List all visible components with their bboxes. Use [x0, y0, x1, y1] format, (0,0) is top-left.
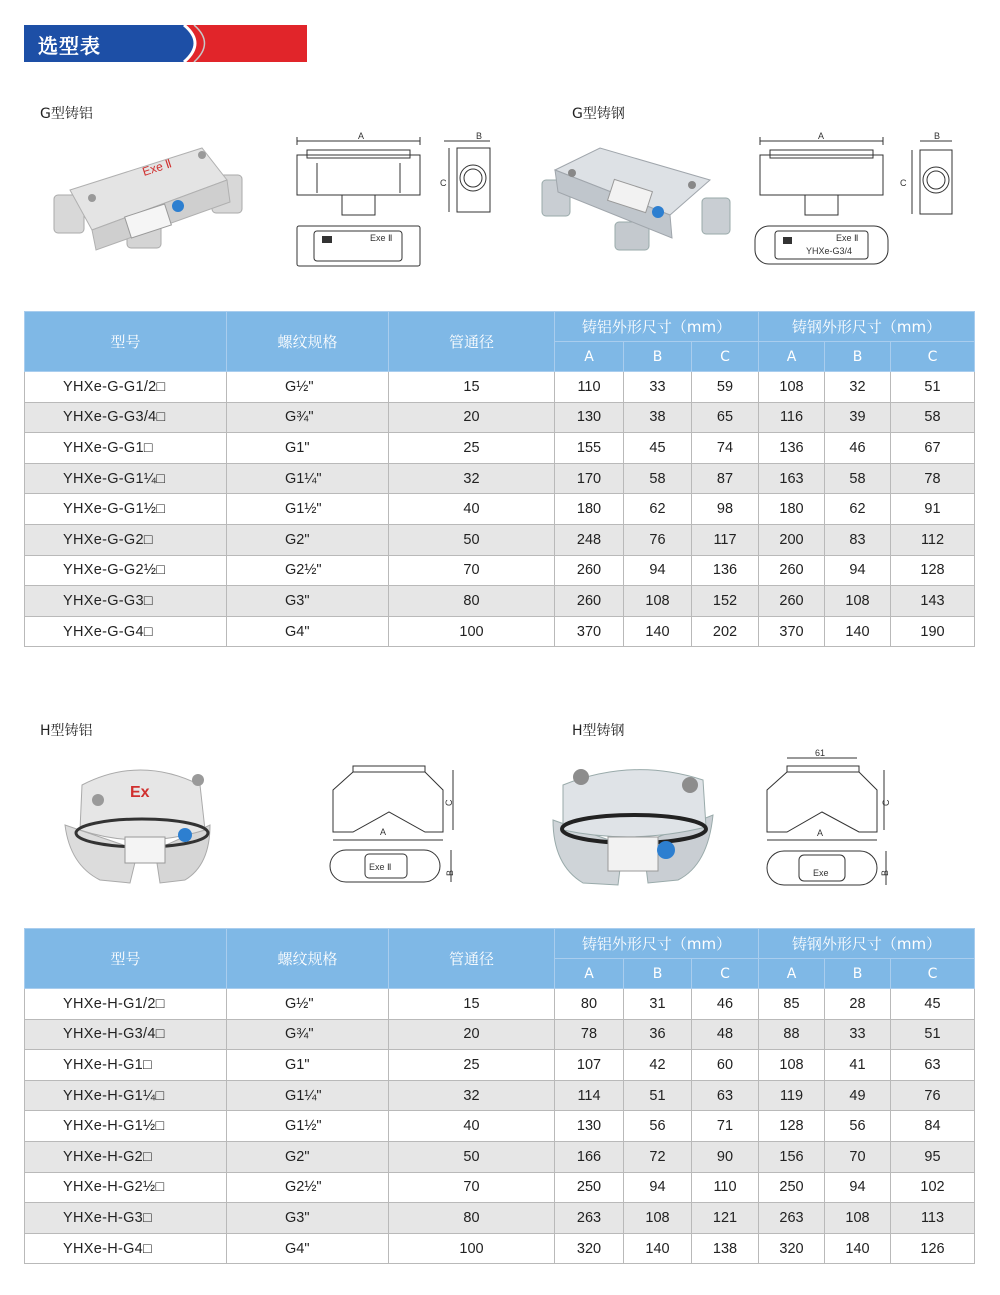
h-cell-al-c: 48 [692, 1019, 759, 1050]
h-cell-model: YHXe-H-G1□ [25, 1050, 227, 1081]
h-cell-thread: G4" [227, 1233, 389, 1264]
g-cell-st-c: 143 [891, 586, 975, 617]
h-aluminum-product-photo [60, 755, 225, 890]
h-table-row [25, 1050, 975, 1081]
g-cell-thread: G2½" [227, 555, 389, 586]
h-cell-model: YHXe-H-G1½□ [25, 1111, 227, 1142]
g-col-thread: 螺纹规格 [227, 312, 389, 372]
g-st-dim-c: C [900, 178, 907, 188]
g-cell-al-b: 94 [624, 555, 692, 586]
h-cell-st-b: 41 [825, 1050, 891, 1081]
h-cell-al-b: 72 [624, 1141, 692, 1172]
h-cell-model: YHXe-H-G3/4□ [25, 1019, 227, 1050]
h-cell-al-b: 36 [624, 1019, 692, 1050]
h-cell-al-b: 94 [624, 1172, 692, 1203]
h-sub-b-al: B [624, 959, 692, 989]
h-cell-al-c: 110 [692, 1172, 759, 1203]
g-table-row [25, 555, 975, 586]
h-cell-st-b: 140 [825, 1233, 891, 1264]
g-cell-st-c: 51 [891, 372, 975, 403]
caption-g-steel: G型铸钢 [572, 106, 625, 122]
h-aluminum-technical-drawing [325, 760, 465, 890]
h-cell-st-a: 88 [759, 1019, 825, 1050]
h-cell-bore: 20 [389, 1019, 555, 1050]
g-aluminum-technical-drawing [292, 128, 512, 273]
g-cell-bore: 40 [389, 494, 555, 525]
h-cell-st-c: 113 [891, 1203, 975, 1234]
g-cell-st-a: 180 [759, 494, 825, 525]
h-cell-st-c: 84 [891, 1111, 975, 1142]
h-cell-st-b: 70 [825, 1141, 891, 1172]
g-cell-bore: 50 [389, 524, 555, 555]
h-al-dim-c: C [444, 799, 454, 806]
h-cell-al-a: 250 [555, 1172, 624, 1203]
h-cell-al-a: 80 [555, 989, 624, 1020]
h-st-dim-61: 61 [815, 748, 826, 758]
g-cell-al-b: 33 [624, 372, 692, 403]
g-cell-model: YHXe-G-G2½□ [25, 555, 227, 586]
g-cell-al-c: 202 [692, 616, 759, 647]
h-table-row [25, 1172, 975, 1203]
g-cell-st-a: 370 [759, 616, 825, 647]
g-cell-bore: 80 [389, 586, 555, 617]
h-al-dim-a: A [380, 827, 387, 837]
g-cell-st-c: 78 [891, 463, 975, 494]
h-cell-model: YHXe-H-G2□ [25, 1141, 227, 1172]
h-cell-al-c: 71 [692, 1111, 759, 1142]
g-cell-st-b: 32 [825, 372, 891, 403]
g-cell-bore: 20 [389, 402, 555, 433]
h-cell-st-b: 49 [825, 1080, 891, 1111]
h-cell-al-c: 60 [692, 1050, 759, 1081]
g-cell-st-b: 140 [825, 616, 891, 647]
g-cell-bore: 32 [389, 463, 555, 494]
h-spec-table [24, 928, 975, 1264]
g-cell-al-b: 45 [624, 433, 692, 464]
g-cell-st-c: 128 [891, 555, 975, 586]
h-sub-b-st: B [825, 959, 891, 989]
h-col-bore: 管通径 [389, 929, 555, 989]
h-cell-st-a: 119 [759, 1080, 825, 1111]
g-cell-model: YHXe-G-G2□ [25, 524, 227, 555]
g-table-row [25, 402, 975, 433]
g-table-row [25, 494, 975, 525]
h-cell-al-a: 114 [555, 1080, 624, 1111]
h-cell-st-c: 76 [891, 1080, 975, 1111]
h-cell-bore: 15 [389, 989, 555, 1020]
g-al-dim-a: A [358, 131, 365, 141]
h-cell-al-b: 31 [624, 989, 692, 1020]
g-col-group-aluminum: 铸铝外形尺寸（mm） [555, 312, 759, 342]
h-table-row [25, 1019, 975, 1050]
h-steel-technical-drawing [762, 748, 902, 890]
g-cell-st-a: 260 [759, 586, 825, 617]
g-cell-st-b: 83 [825, 524, 891, 555]
caption-h-aluminum: H型铸铝 [40, 723, 93, 739]
g-cell-al-b: 108 [624, 586, 692, 617]
h-col-group-steel: 铸钢外形尺寸（mm） [759, 929, 975, 959]
h-cell-al-a: 320 [555, 1233, 624, 1264]
h-cell-bore: 80 [389, 1203, 555, 1234]
g-cell-al-b: 58 [624, 463, 692, 494]
h-cell-al-b: 108 [624, 1203, 692, 1234]
h-cell-st-c: 51 [891, 1019, 975, 1050]
g-cell-al-a: 170 [555, 463, 624, 494]
h-cell-st-a: 156 [759, 1141, 825, 1172]
h-cell-thread: G1" [227, 1050, 389, 1081]
h-cell-thread: G3" [227, 1203, 389, 1234]
g-cell-model: YHXe-G-G3/4□ [25, 402, 227, 433]
h-cell-bore: 25 [389, 1050, 555, 1081]
g-aluminum-product-photo [52, 140, 247, 255]
g-sub-a-al: A [555, 342, 624, 372]
h-cell-thread: G1½" [227, 1111, 389, 1142]
g-cell-al-a: 130 [555, 402, 624, 433]
h-st-plate-text: Exe [813, 868, 829, 878]
h-st-dim-b: B [880, 869, 890, 876]
g-cell-al-c: 152 [692, 586, 759, 617]
g-cell-al-b: 76 [624, 524, 692, 555]
g-cell-thread: G3" [227, 586, 389, 617]
g-cell-st-b: 39 [825, 402, 891, 433]
h-cell-al-c: 138 [692, 1233, 759, 1264]
h-cell-st-a: 320 [759, 1233, 825, 1264]
h-table-row [25, 1233, 975, 1264]
h-al-plate-text: Exe Ⅱ [369, 862, 392, 872]
h-cell-al-c: 90 [692, 1141, 759, 1172]
g-cell-al-c: 98 [692, 494, 759, 525]
g-sub-c-st: C [891, 342, 975, 372]
g-cell-al-b: 140 [624, 616, 692, 647]
g-cell-al-c: 59 [692, 372, 759, 403]
h-sub-c-al: C [692, 959, 759, 989]
g-cell-thread: G¾" [227, 402, 389, 433]
h-cell-model: YHXe-H-G1/2□ [25, 989, 227, 1020]
g-cell-model: YHXe-G-G1¼□ [25, 463, 227, 494]
g-col-bore: 管通径 [389, 312, 555, 372]
g-col-group-steel: 铸钢外形尺寸（mm） [759, 312, 975, 342]
g-cell-al-a: 248 [555, 524, 624, 555]
h-cell-thread: G½" [227, 989, 389, 1020]
h-cell-st-a: 85 [759, 989, 825, 1020]
g-cell-al-c: 65 [692, 402, 759, 433]
g-sub-a-st: A [759, 342, 825, 372]
h-sub-a-al: A [555, 959, 624, 989]
h-cell-al-b: 42 [624, 1050, 692, 1081]
h-cell-st-a: 128 [759, 1111, 825, 1142]
g-al-dim-c: C [440, 178, 447, 188]
g-cell-model: YHXe-G-G4□ [25, 616, 227, 647]
g-cell-st-a: 200 [759, 524, 825, 555]
h-cell-st-c: 126 [891, 1233, 975, 1264]
h-cell-st-c: 102 [891, 1172, 975, 1203]
h-cell-thread: G2" [227, 1141, 389, 1172]
g-st-plate-text: Exe Ⅱ [836, 233, 859, 243]
h-cell-st-b: 94 [825, 1172, 891, 1203]
h-cell-st-c: 95 [891, 1141, 975, 1172]
g-steel-technical-drawing [750, 128, 972, 273]
h-cell-st-b: 56 [825, 1111, 891, 1142]
h-cell-st-b: 108 [825, 1203, 891, 1234]
g-cell-al-c: 117 [692, 524, 759, 555]
g-cell-st-c: 91 [891, 494, 975, 525]
h-table-row [25, 989, 975, 1020]
h-cell-al-a: 130 [555, 1111, 624, 1142]
g-sub-c-al: C [692, 342, 759, 372]
h-cell-model: YHXe-H-G3□ [25, 1203, 227, 1234]
g-cell-st-a: 108 [759, 372, 825, 403]
h-cell-model: YHXe-H-G4□ [25, 1233, 227, 1264]
g-spec-table [24, 311, 975, 647]
h-cell-bore: 50 [389, 1141, 555, 1172]
h-cell-al-c: 121 [692, 1203, 759, 1234]
header-title: 选型表 [38, 34, 101, 58]
g-cell-thread: G2" [227, 524, 389, 555]
h-cell-al-a: 263 [555, 1203, 624, 1234]
g-cell-st-c: 67 [891, 433, 975, 464]
h-sub-a-st: A [759, 959, 825, 989]
g-cell-st-c: 58 [891, 402, 975, 433]
h-cell-thread: G1¼" [227, 1080, 389, 1111]
g-cell-st-a: 260 [759, 555, 825, 586]
h-cell-al-a: 107 [555, 1050, 624, 1081]
g-cell-bore: 70 [389, 555, 555, 586]
g-cell-st-b: 46 [825, 433, 891, 464]
h-cell-al-a: 78 [555, 1019, 624, 1050]
g-cell-st-c: 112 [891, 524, 975, 555]
h-cell-al-b: 140 [624, 1233, 692, 1264]
g-st-plate-code: YHXe-G3/4 [806, 246, 853, 256]
g-table-row [25, 463, 975, 494]
section-header [24, 25, 307, 62]
g-cell-model: YHXe-G-G3□ [25, 586, 227, 617]
g-cell-st-c: 190 [891, 616, 975, 647]
g-table-row [25, 586, 975, 617]
g-cell-model: YHXe-G-G1½□ [25, 494, 227, 525]
h-steel-product-photo [548, 755, 718, 890]
g-sub-b-al: B [624, 342, 692, 372]
g-cell-thread: G1½" [227, 494, 389, 525]
h-aluminum-photo-label: Ex [130, 784, 150, 801]
h-cell-st-a: 108 [759, 1050, 825, 1081]
g-cell-al-c: 74 [692, 433, 759, 464]
g-cell-thread: G1¼" [227, 463, 389, 494]
h-cell-st-a: 263 [759, 1203, 825, 1234]
g-st-dim-a: A [818, 131, 825, 141]
h-cell-al-b: 56 [624, 1111, 692, 1142]
h-table-row [25, 1080, 975, 1111]
g-cell-thread: G1" [227, 433, 389, 464]
g-table-row [25, 616, 975, 647]
g-cell-al-b: 62 [624, 494, 692, 525]
g-cell-st-b: 62 [825, 494, 891, 525]
g-st-dim-b: B [934, 131, 941, 141]
h-col-thread: 螺纹规格 [227, 929, 389, 989]
g-cell-thread: G4" [227, 616, 389, 647]
g-table-row [25, 524, 975, 555]
g-cell-al-a: 370 [555, 616, 624, 647]
h-cell-al-c: 63 [692, 1080, 759, 1111]
g-cell-al-a: 260 [555, 555, 624, 586]
g-table-row [25, 433, 975, 464]
h-st-dim-a: A [817, 828, 824, 838]
h-cell-st-a: 250 [759, 1172, 825, 1203]
h-col-model: 型号 [25, 929, 227, 989]
g-cell-model: YHXe-G-G1□ [25, 433, 227, 464]
g-cell-st-b: 58 [825, 463, 891, 494]
g-cell-al-c: 87 [692, 463, 759, 494]
h-al-dim-b: B [445, 869, 455, 876]
g-cell-st-b: 94 [825, 555, 891, 586]
g-cell-st-a: 163 [759, 463, 825, 494]
g-cell-thread: G½" [227, 372, 389, 403]
h-table-row [25, 1203, 975, 1234]
g-cell-st-a: 136 [759, 433, 825, 464]
h-cell-al-a: 166 [555, 1141, 624, 1172]
h-table-row [25, 1111, 975, 1142]
g-al-dim-b: B [476, 131, 483, 141]
g-cell-bore: 15 [389, 372, 555, 403]
g-al-plate-text: Exe Ⅱ [370, 233, 393, 243]
h-sub-c-st: C [891, 959, 975, 989]
h-cell-bore: 70 [389, 1172, 555, 1203]
g-cell-bore: 25 [389, 433, 555, 464]
g-cell-model: YHXe-G-G1/2□ [25, 372, 227, 403]
h-table-row [25, 1141, 975, 1172]
g-steel-product-photo [540, 140, 735, 255]
h-cell-st-b: 33 [825, 1019, 891, 1050]
h-cell-st-b: 28 [825, 989, 891, 1020]
h-cell-al-b: 51 [624, 1080, 692, 1111]
g-aluminum-photo-label: Exe Ⅱ [140, 156, 174, 179]
h-cell-st-c: 45 [891, 989, 975, 1020]
caption-h-steel: H型铸钢 [572, 723, 625, 739]
h-cell-thread: G¾" [227, 1019, 389, 1050]
g-cell-st-a: 116 [759, 402, 825, 433]
g-col-model: 型号 [25, 312, 227, 372]
h-st-dim-c: C [881, 799, 891, 806]
g-cell-al-a: 260 [555, 586, 624, 617]
h-cell-st-c: 63 [891, 1050, 975, 1081]
h-cell-model: YHXe-H-G2½□ [25, 1172, 227, 1203]
g-cell-al-c: 136 [692, 555, 759, 586]
h-col-group-aluminum: 铸铝外形尺寸（mm） [555, 929, 759, 959]
h-cell-al-c: 46 [692, 989, 759, 1020]
h-cell-bore: 40 [389, 1111, 555, 1142]
g-cell-al-a: 110 [555, 372, 624, 403]
caption-g-aluminum: G型铸铝 [40, 106, 93, 122]
g-cell-al-a: 155 [555, 433, 624, 464]
g-sub-b-st: B [825, 342, 891, 372]
h-cell-model: YHXe-H-G1¼□ [25, 1080, 227, 1111]
h-cell-thread: G2½" [227, 1172, 389, 1203]
h-cell-bore: 32 [389, 1080, 555, 1111]
g-table-row [25, 372, 975, 403]
h-cell-bore: 100 [389, 1233, 555, 1264]
g-cell-bore: 100 [389, 616, 555, 647]
g-cell-al-a: 180 [555, 494, 624, 525]
g-cell-st-b: 108 [825, 586, 891, 617]
g-cell-al-b: 38 [624, 402, 692, 433]
